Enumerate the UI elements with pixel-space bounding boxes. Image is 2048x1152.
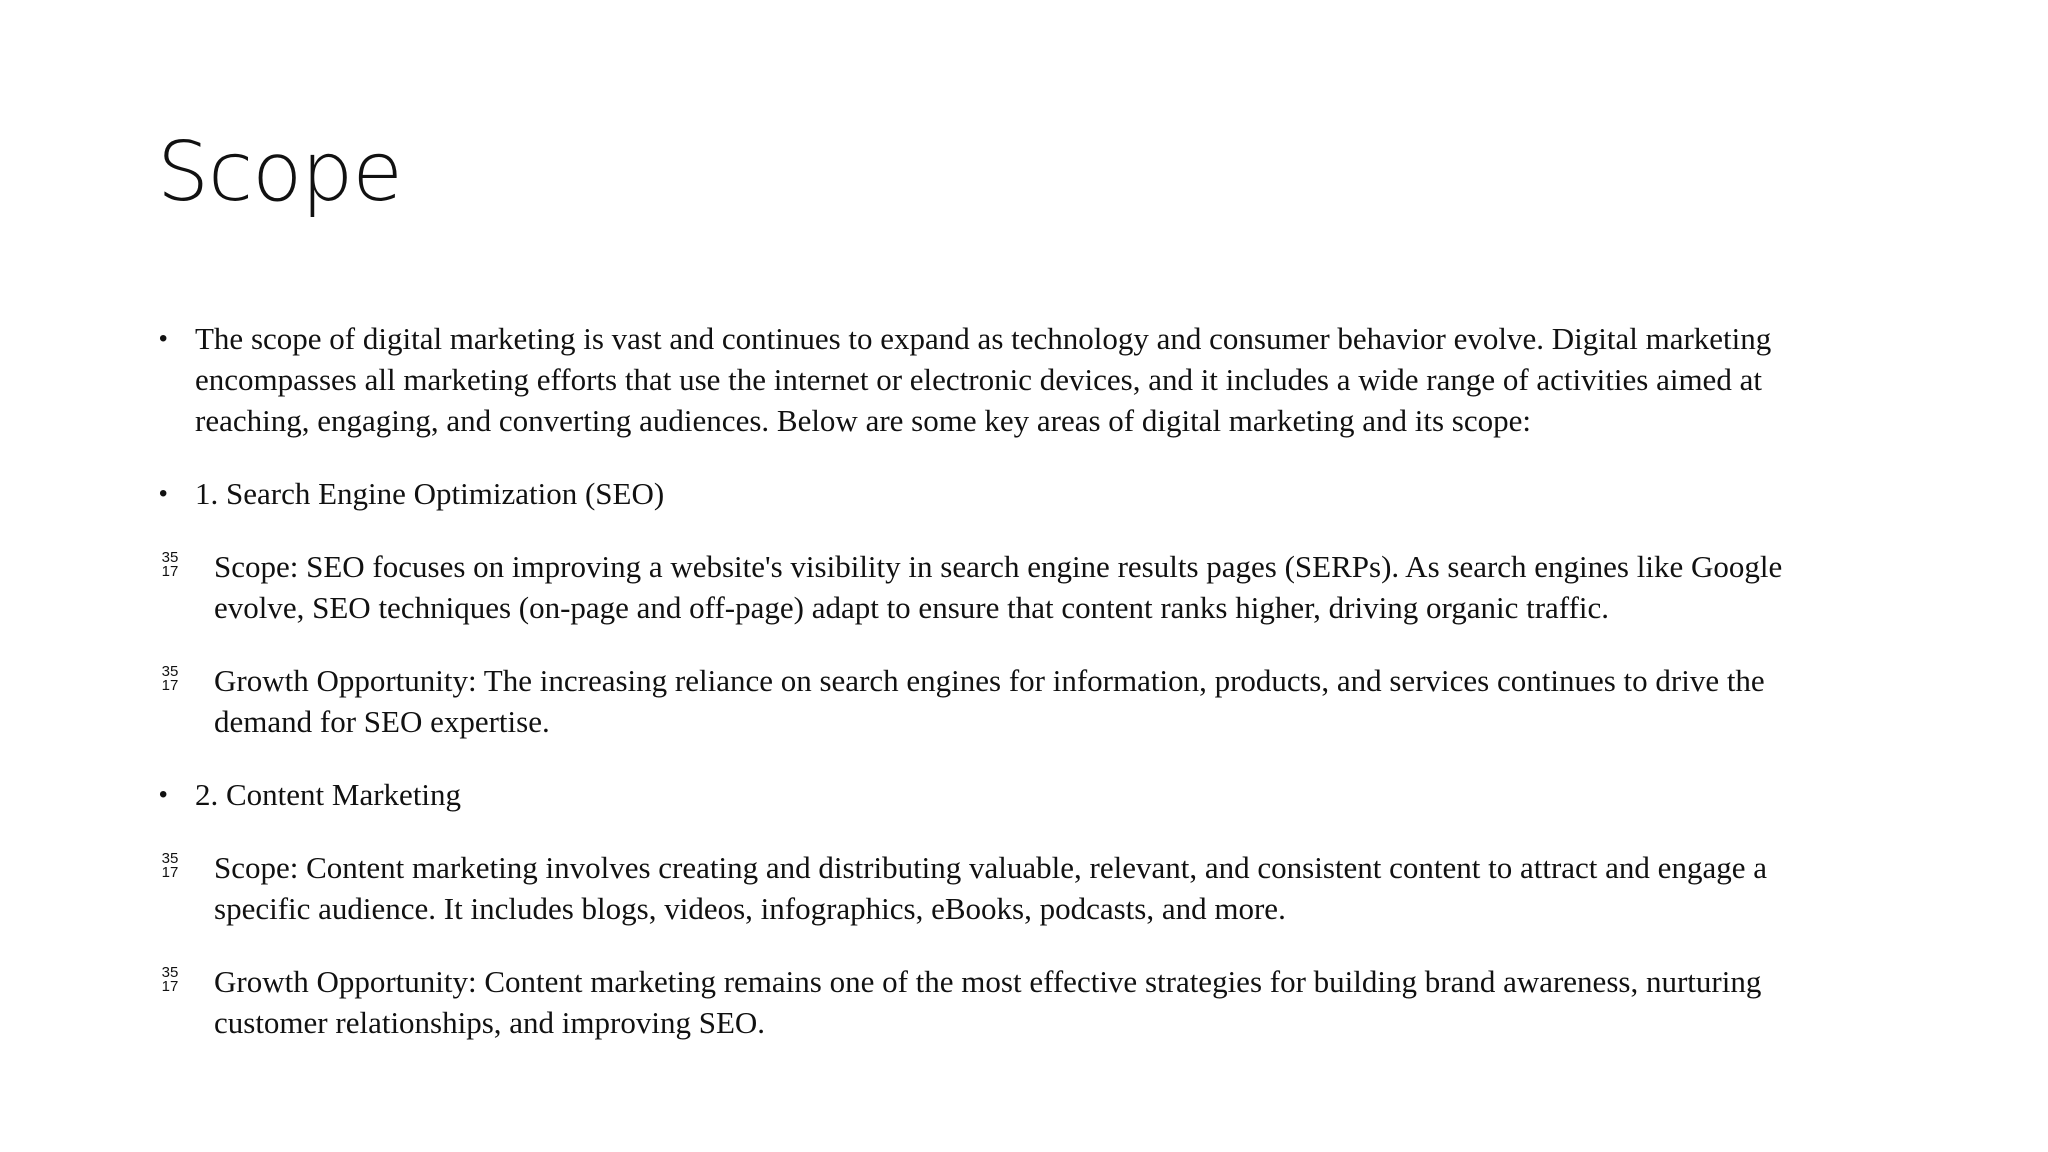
fraction-top: 35 [161, 549, 179, 566]
fraction-bottom: 17 [161, 563, 179, 580]
section-heading: 2. Content Marketing [195, 777, 462, 812]
section-heading: 1. Search Engine Optimization (SEO) [195, 476, 665, 511]
bullet-item [157, 774, 1857, 815]
sub-item [157, 546, 1857, 628]
fraction-top: 35 [161, 964, 179, 981]
bullet-text: The scope of digital marketing is vast and continues to expand as technology and consumer behavior evolve. Digital marketing encompasses all marketing efforts that use the internet or electronic devices, and it includes a wide range of activities aimed at reaching, engaging, and converting audiences. Below are some key areas of digital marketing and its scope: [195, 321, 1772, 438]
bullet-marker: • [159, 781, 168, 808]
bullet-item [157, 473, 1857, 514]
bullet-marker: • [159, 325, 168, 352]
sub-item [157, 660, 1857, 742]
sub-item-text: Growth Opportunity: The increasing reliance on search engines for information, products, and services continues to drive the demand for SEO expertise. [214, 663, 1765, 739]
sub-item [157, 847, 1857, 929]
sub-item-text: Scope: Content marketing involves creating and distributing valuable, relevant, and consistent content to attract and engage a specific audience. It includes blogs, videos, infographics, eBooks, podcasts, and more. [214, 850, 1767, 926]
fraction-marker [159, 851, 181, 880]
sub-item [157, 961, 1857, 1043]
fraction-marker [159, 550, 181, 579]
sub-item-text: Growth Opportunity: Content marketing remains one of the most effective strategies for building brand awareness, nurturing customer relationships, and improving SEO. [214, 964, 1762, 1040]
fraction-bottom: 17 [161, 864, 179, 881]
fraction-bottom: 17 [161, 677, 179, 694]
fraction-marker [159, 664, 181, 693]
fraction-top: 35 [161, 850, 179, 867]
slide-body [157, 318, 1857, 1075]
fraction-top: 35 [161, 663, 179, 680]
bullet-item [157, 318, 1857, 441]
fraction-bottom: 17 [161, 978, 179, 995]
sub-item-text: Scope: SEO focuses on improving a website's visibility in search engine results pages (SERPs). As search engines like Google evolve, SEO techniques (on-page and off-page) adapt to ensure that content ranks higher, driving organic traffic. [214, 549, 1783, 625]
bullet-marker: • [159, 480, 168, 507]
slide-title: Scope [157, 125, 402, 220]
fraction-marker [159, 965, 181, 994]
